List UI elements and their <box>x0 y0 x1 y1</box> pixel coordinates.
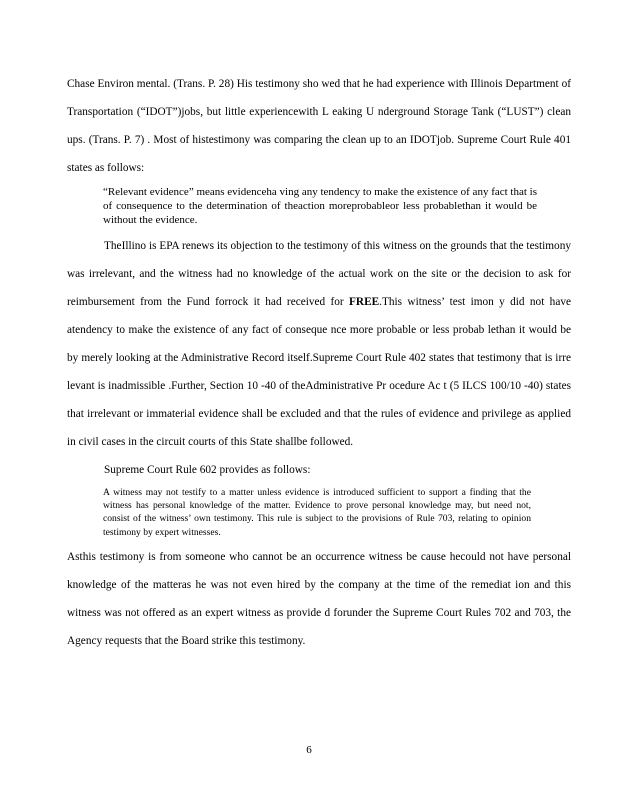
paragraph-rule-602-intro: Supreme Court Rule 602 provides as follows: <box>104 464 311 476</box>
paragraph-conclusion: Asthis testimony is from someone who cannot be an occurrence witness be cause hecould not have personal knowledge of the matteras he was not even hired by the company at the time of the remediat ion and this witness was not offered as an expert witness as provide d forunder the Supreme Court Rules 702 and 703, the Agency requests that the Board strike this testimony. <box>67 550 571 647</box>
paragraph-continuation: Chase Environ mental. (Trans. P. 28) His testimony sho wed that he had experience with Illinois Department of Transportation (“IDOT”)jobs, but little experiencewith L eaking U nderground Storage Tank (“LUST”) clean ups. (Trans. P. 7) . Most of histestimony was comparing the clean up to an IDOTjob. Supreme Court Rule 401 states as follows: <box>67 78 571 174</box>
block-quote-rule-401: “Relevant evidence” means evidenceha ving any tendency to make the existence of any fact that is of consequence to the determination of theaction moreprobableor less probablethan it would be without the evidence. <box>103 186 538 226</box>
block-quote-rule-602: A witness may not testify to a matter unless evidence is introduced sufficient to support a finding that the witness has personal knowledge of the matter. Evidence to prove personal knowledge may, but need not, consist of the witness’ own testimony. This rule is subject to the provisions of Rule 703, relating to opinion testimony by expert witnesses. <box>103 487 531 538</box>
paragraph-objection <box>67 232 571 456</box>
objection-text-end: .This witness’ test imon y did not have atendency to make the existence of any fact of conseque nce more probable or less probab lethan it would be by merely looking at the Administrative Record itself.Supreme Court Rule 402 states that testimony that is irre levant is inadmissible .Further, Section 10 -40 of theAdministrative Pr ocedure Ac t (5 ILCS 100/10 -40) states that irrelevant or immaterial evidence shall be excluded and that the rules of evidence and privilege as applied in civil cases in the circuit courts of this State shallbe followed. <box>67 296 571 448</box>
free-emphasis: FREE <box>349 296 380 308</box>
body-text <box>67 70 571 655</box>
objection-text-start: TheIllino is EPA renews its objection to the testimony of this witness on the grounds that the testimony was irrelevant, and the witness had no knowledge of the actual work on the site or the decision to ask for reimbursement from the Fund forrock it had received for <box>67 240 571 308</box>
page-number: 6 <box>306 744 312 756</box>
